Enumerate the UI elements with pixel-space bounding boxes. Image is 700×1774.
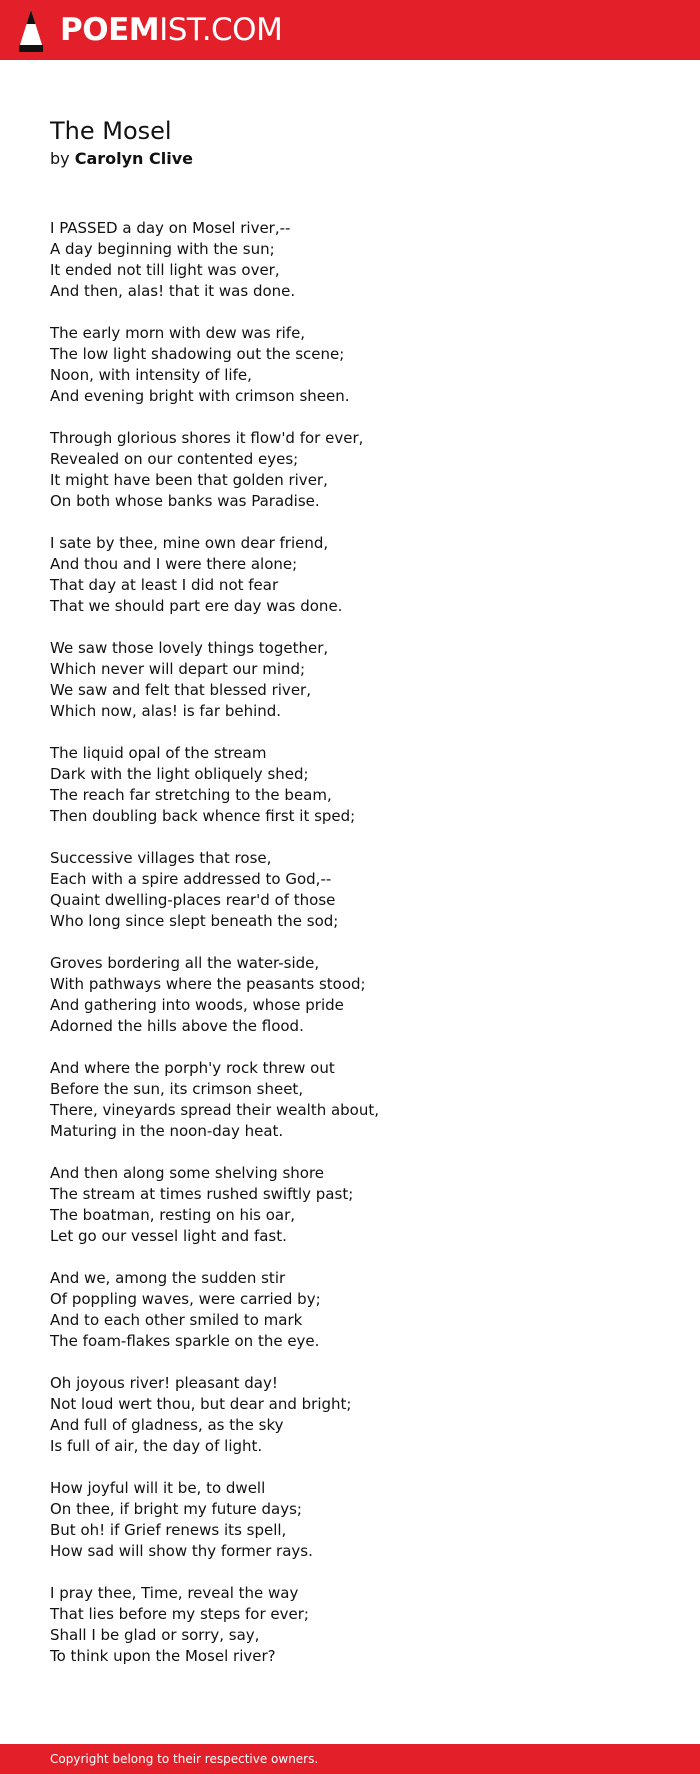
poem-line: And where the porph'y rock threw out <box>50 1059 335 1077</box>
poem-line: How joyful will it be, to dwell <box>50 1479 266 1497</box>
poem-line: A day beginning with the sun; <box>50 240 275 258</box>
poem-line: Through glorious shores it flow'd for ever, <box>50 429 364 447</box>
poem-line: Not loud wert thou, but dear and bright; <box>50 1395 352 1413</box>
poem-line: But oh! if Grief renews its spell, <box>50 1521 287 1539</box>
site-footer <box>0 1744 700 1774</box>
poem-line: And then, alas! that it was done. <box>50 282 296 300</box>
poem-line: Maturing in the noon-day heat. <box>50 1122 284 1140</box>
poem-line: Who long since slept beneath the sod; <box>50 912 339 930</box>
poem-line: The foam-flakes sparkle on the eye. <box>50 1332 320 1350</box>
poem-line: Dark with the light obliquely shed; <box>50 765 309 783</box>
poem-line: Then doubling back whence first it sped; <box>50 807 356 825</box>
poem-line: Groves bordering all the water-side, <box>50 954 320 972</box>
poem-author: Carolyn Clive <box>74 149 194 168</box>
poem-stanza <box>50 1163 650 1247</box>
poem-line: The low light shadowing out the scene; <box>50 345 345 363</box>
poem-line: And thou and I were there alone; <box>50 555 298 573</box>
poem-line: Of poppling waves, were carried by; <box>50 1290 321 1308</box>
poem-line: Revealed on our contented eyes; <box>50 450 299 468</box>
poem-line: There, vineyards spread their wealth about, <box>50 1101 380 1119</box>
poem-line: Noon, with intensity of life, <box>50 366 252 384</box>
poem-line: It might have been that golden river, <box>50 471 328 489</box>
poem-line: Is full of air, the day of light. <box>50 1437 263 1455</box>
byline-prefix: by <box>50 149 70 168</box>
poem-line: To think upon the Mosel river? <box>50 1647 276 1665</box>
poem-stanza <box>50 1478 650 1562</box>
poem-stanza <box>50 533 650 617</box>
poem-line: I PASSED a day on Mosel river,-- <box>50 219 291 237</box>
poem-line: And then along some shelving shore <box>50 1164 325 1182</box>
poem-line: That lies before my steps for ever; <box>50 1605 309 1623</box>
poem-line: And to each other smiled to mark <box>50 1311 303 1329</box>
poem-line: On both whose banks was Paradise. <box>50 492 320 510</box>
poem-line: And we, among the sudden stir <box>50 1269 286 1287</box>
poem-line: Quaint dwelling-places rear'd of those <box>50 891 336 909</box>
poem-stanza <box>50 428 650 512</box>
poem-line: Before the sun, its crimson sheet, <box>50 1080 304 1098</box>
poem-line: The liquid opal of the stream <box>50 744 267 762</box>
poem-line: The reach far stretching to the beam, <box>50 786 332 804</box>
poem-stanza <box>50 1373 650 1457</box>
poem-line: And gathering into woods, whose pride <box>50 996 344 1014</box>
poem-header <box>50 116 650 170</box>
poem-stanza <box>50 743 650 827</box>
poem-line: Shall I be glad or sorry, say, <box>50 1626 260 1644</box>
poem-line: Which never will depart our mind; <box>50 660 306 678</box>
site-logo-text <box>60 11 283 48</box>
copyright-notice: Copyright belong to their respective owners. <box>50 1752 319 1766</box>
poem-stanza <box>50 848 650 932</box>
poem-stanza <box>50 1058 650 1142</box>
poem-line: Adorned the hills above the flood. <box>50 1017 304 1035</box>
site-header <box>0 0 700 60</box>
poem-body <box>50 218 650 1688</box>
poem-line: And full of gladness, as the sky <box>50 1416 284 1434</box>
poem-line: It ended not till light was over, <box>50 261 280 279</box>
poem-byline <box>50 148 650 170</box>
poem-line: I sate by thee, mine own dear friend, <box>50 534 329 552</box>
poem-stanza <box>50 1268 650 1352</box>
poem-line: The early morn with dew was rife, <box>50 324 306 342</box>
poem-line: With pathways where the peasants stood; <box>50 975 366 993</box>
poem-line: Successive villages that rose, <box>50 849 272 867</box>
poem-line: That day at least I did not fear <box>50 576 279 594</box>
site-logo[interactable] <box>16 8 282 52</box>
poem-stanza <box>50 953 650 1037</box>
poem-line: I pray thee, Time, reveal the way <box>50 1584 299 1602</box>
poem-line: Let go our vessel light and fast. <box>50 1227 287 1245</box>
poem-line: Each with a spire addressed to God,-- <box>50 870 332 888</box>
poem-line: We saw those lovely things together, <box>50 639 329 657</box>
poem-stanza <box>50 1583 650 1667</box>
logo-text-light: IST.COM <box>159 11 283 48</box>
poem-line: On thee, if bright my future days; <box>50 1500 302 1518</box>
poem-line: We saw and felt that blessed river, <box>50 681 311 699</box>
pencil-tip-icon <box>16 8 46 52</box>
poem-line: The boatman, resting on his oar, <box>50 1206 296 1224</box>
poem-line: That we should part ere day was done. <box>50 597 343 615</box>
poem-line: And evening bright with crimson sheen. <box>50 387 350 405</box>
poem-line: Oh joyous river! pleasant day! <box>50 1374 278 1392</box>
logo-text-bold: POEM <box>60 11 160 48</box>
poem-stanza <box>50 218 650 302</box>
poem-stanza <box>50 323 650 407</box>
poem-title: The Mosel <box>50 117 172 145</box>
poem-stanza <box>50 638 650 722</box>
poem-line: Which now, alas! is far behind. <box>50 702 282 720</box>
poem-line: How sad will show thy former rays. <box>50 1542 313 1560</box>
poem-line: The stream at times rushed swiftly past; <box>50 1185 354 1203</box>
